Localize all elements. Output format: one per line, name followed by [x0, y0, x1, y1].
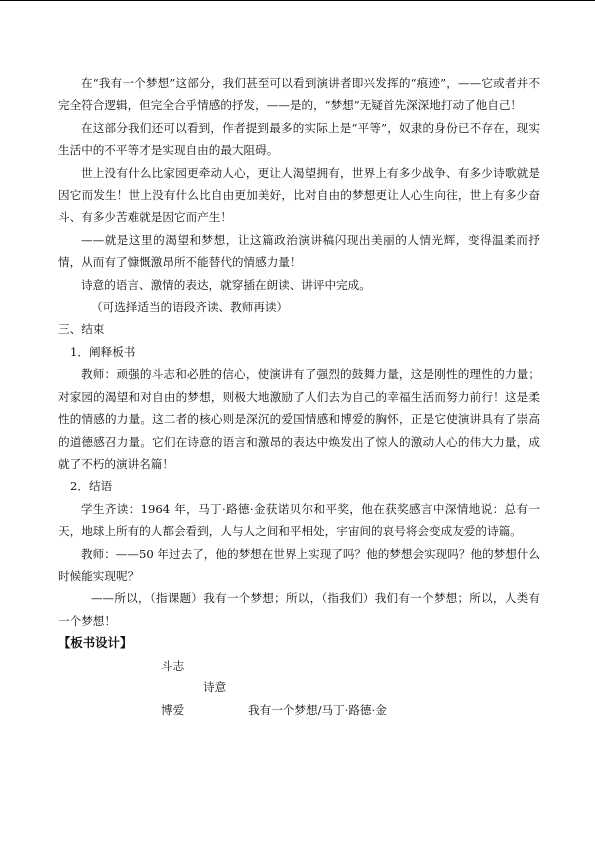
paragraph-poetic-language: 诗意的语言、激情的表达，就穿插在朗读、讲评中完成。 [81, 277, 371, 292]
paragraph-closing: ——所以，（指课题）我有一个梦想；所以，（指我们）我们有一个梦想；所以，人类有一个梦想！ [58, 591, 540, 628]
board-word-fighting-spirit: 斗志 [161, 658, 185, 673]
board-word-fraternity: 博爱 [161, 702, 185, 717]
paragraph-student-reading: 学生齐读：1964 年，马丁·路德·金获诺贝尔和平奖，他在获奖感言中深情地说：总有一天，地球上所有的人都会看到，人与人之间和平相处，宇宙间的哀号将会变成友爱的诗篇。 [58, 501, 540, 539]
board-word-poetic: 诗意 [203, 679, 227, 694]
document-body [58, 72, 540, 735]
paragraph-reading-note: （可选择适当的语段齐读、教师再读） [91, 300, 289, 315]
paragraph-equality: 在这部分我们还可以看到，作者提到最多的实际上是“平等”，奴隶的身份已不存在，现实生活中的不平等才是实现自由的最大阻碍。 [58, 120, 540, 158]
paragraph-teacher-explanation: 教师：顽强的斗志和必胜的信心，使演讲有了强烈的鼓舞力量，这是刚性的理性的力量；对家园的渴望和对自由的梦想，则极大地激励了人们去为自己的幸福生活而努力前行！这是柔性的情感的力量。这二者的核心则是深沉的爱国情感和博爱的胸怀，正是它使演讲具有了崇高的道德感召力量。它们在诗意的语言和激昂的表达中焕发出了惊人的激动人心的伟大力量，成就了不朽的演讲名篇！ [58, 367, 540, 471]
section-heading-ending: 三、结束 [58, 322, 105, 337]
paragraph-teacher-question: 教师：——50 年过去了，他的梦想在世界上实现了吗？他的梦想会实现吗？他的梦想什么时候能实现呢？ [58, 546, 541, 583]
board-design-heading: 【板书设计】 [58, 635, 133, 651]
board-title-author: 我有一个梦想/马丁·路德·金 [248, 702, 387, 717]
paragraph-longing: ——就是这里的渴望和梦想，让这篇政治演讲稿闪现出美丽的人情光辉，变得温柔而抒情，从而有了慷慨激昂所不能替代的情感力量！ [58, 232, 540, 270]
header-rule [0, 0, 595, 1]
paragraph-dream-section: 在“我有一个梦想”这部分，我们甚至可以看到演讲者即兴发挥的“痕迹”，——它或者并不完全符合逻辑，但完全合乎情感的抒发，——是的，“梦想”无疑首先深深地打动了他自己！ [58, 76, 540, 113]
subheading-explain-board: 1．阐释板书 [70, 344, 136, 359]
subheading-conclusion: 2．结语 [70, 479, 113, 494]
paragraph-home-freedom: 世上没有什么比家园更牵动人心，更让人渴望拥有，世界上有多少战争、有多少诗歌就是因它而发生！世上没有什么比自由更加美好，比对自由的梦想更让人心生向往，世上有多少奋斗、有多少苦难就是因它而产生！ [58, 165, 540, 225]
board-design [58, 655, 540, 735]
